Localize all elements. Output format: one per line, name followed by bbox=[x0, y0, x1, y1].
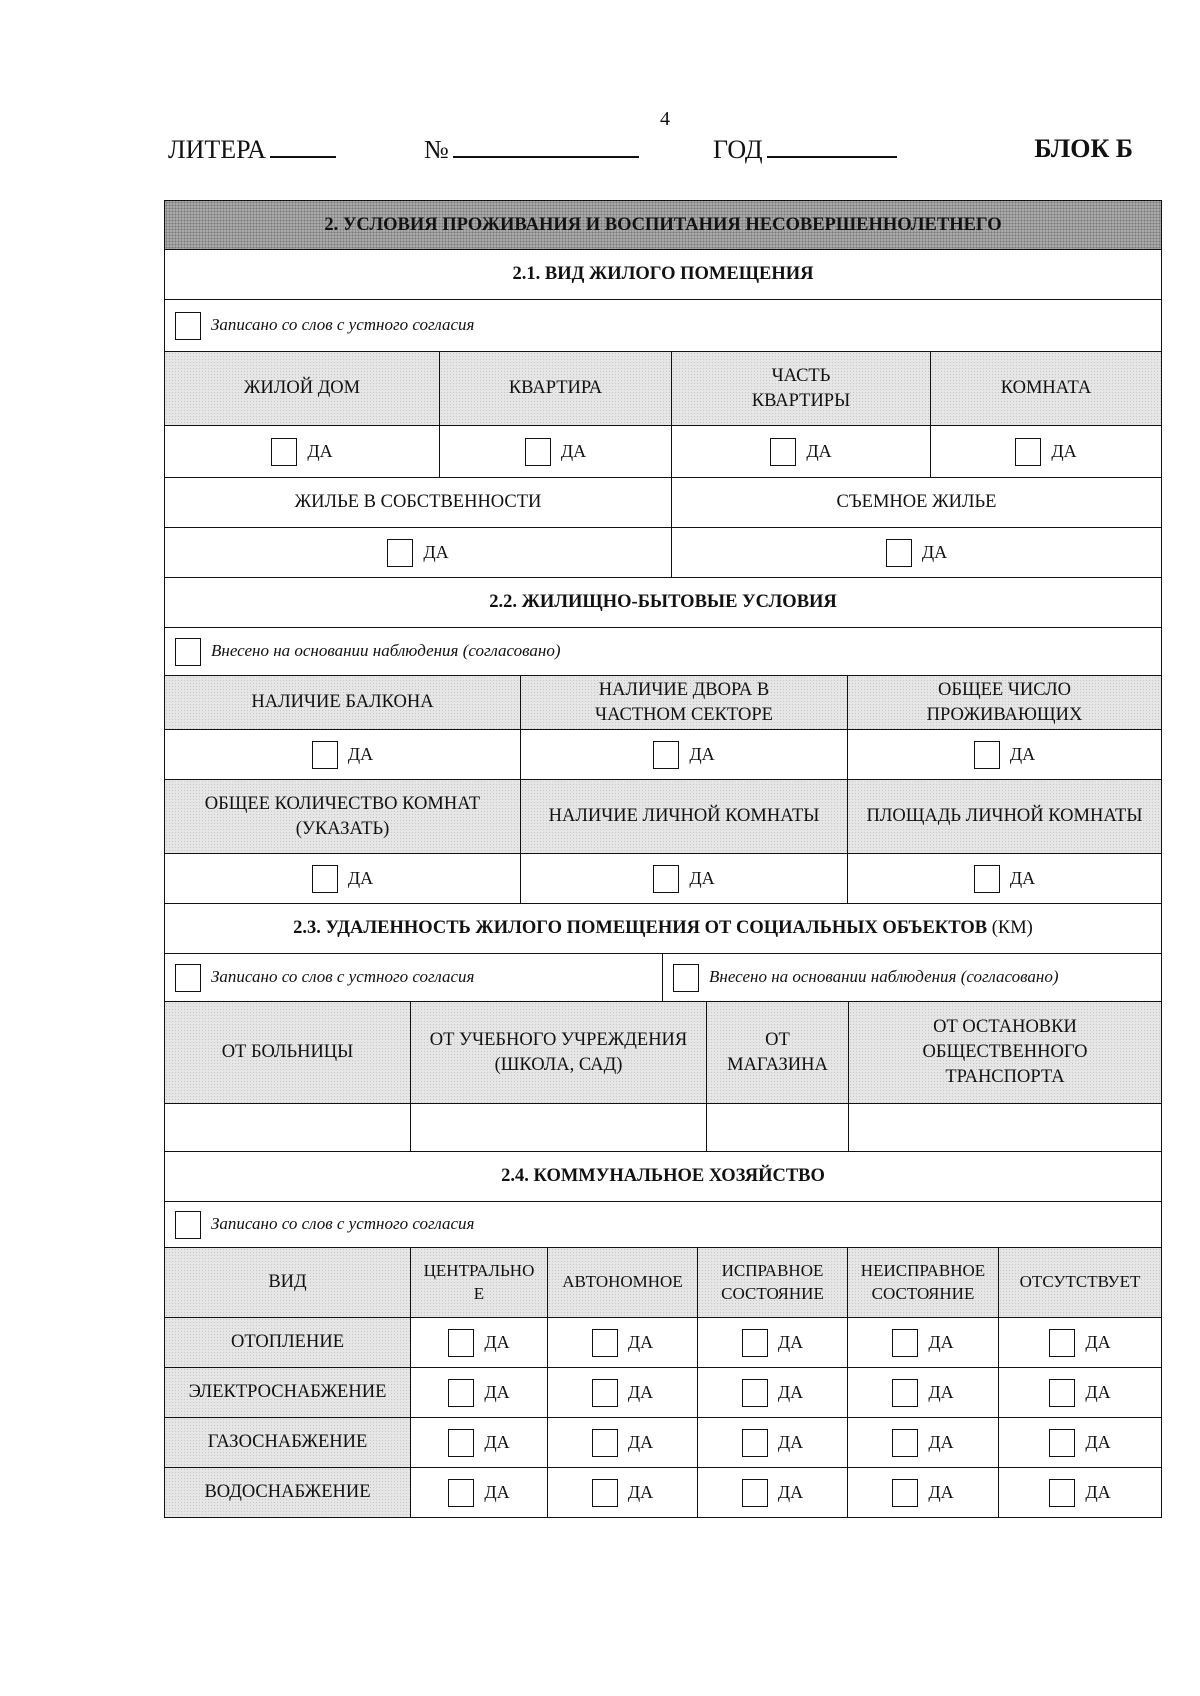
residents-count-checkbox[interactable] bbox=[974, 741, 1000, 769]
year-field[interactable] bbox=[713, 134, 897, 165]
water-central-checkbox[interactable] bbox=[448, 1479, 474, 1507]
s22-row1-answers bbox=[164, 730, 1162, 780]
water-autonomous-checkbox[interactable] bbox=[592, 1479, 618, 1507]
ownership-rent-checkbox[interactable] bbox=[886, 539, 912, 567]
type-room-checkbox[interactable] bbox=[1015, 438, 1041, 466]
electricity-broken-checkbox[interactable] bbox=[892, 1379, 918, 1407]
yes-label: ДА bbox=[484, 1432, 510, 1453]
electricity-central-checkbox[interactable] bbox=[448, 1379, 474, 1407]
distance-school-input[interactable] bbox=[411, 1104, 707, 1151]
ownership-rent-label: СЪЕМНОЕ ЖИЛЬЕ bbox=[836, 492, 997, 513]
distance-shop-input[interactable] bbox=[707, 1104, 849, 1151]
rooms-count-label: ОБЩЕЕ КОЛИЧЕСТВО КОМНАТ (УКАЗАТЬ) bbox=[204, 793, 481, 839]
s21-title: 2.1. ВИД ЖИЛОГО ПОМЕЩЕНИЯ bbox=[512, 264, 814, 285]
s21-note-checkbox[interactable] bbox=[175, 312, 201, 340]
rooms-count-checkbox[interactable] bbox=[312, 865, 338, 893]
water-broken-checkbox[interactable] bbox=[892, 1479, 918, 1507]
yes-label: ДА bbox=[777, 1332, 804, 1353]
type-apartment-part-checkbox[interactable] bbox=[770, 438, 796, 466]
block-label: БЛОК Б bbox=[1034, 134, 1133, 163]
litera-field[interactable] bbox=[168, 134, 336, 165]
yes-label: ДА bbox=[1009, 868, 1036, 889]
yes-label: ДА bbox=[307, 441, 333, 462]
s24-note-row bbox=[164, 1202, 1162, 1248]
s21-types-header bbox=[164, 352, 1162, 426]
yes-label: ДА bbox=[347, 868, 374, 889]
s21-ownership-answers bbox=[164, 528, 1162, 578]
utility-type-header: ВИД bbox=[165, 1248, 411, 1317]
personal-room-area-checkbox[interactable] bbox=[974, 865, 1000, 893]
gas-central-checkbox[interactable] bbox=[448, 1429, 474, 1457]
heating-working-checkbox[interactable] bbox=[742, 1329, 768, 1357]
electricity-working-checkbox[interactable] bbox=[742, 1379, 768, 1407]
yes-label: ДА bbox=[1085, 1382, 1111, 1403]
s24-title-row bbox=[164, 1152, 1162, 1202]
yes-label: ДА bbox=[928, 1482, 954, 1503]
yes-label: ДА bbox=[806, 441, 832, 462]
year-blank[interactable] bbox=[767, 134, 897, 158]
yes-label: ДА bbox=[627, 1482, 654, 1503]
gas-working-checkbox[interactable] bbox=[742, 1429, 768, 1457]
type-house-label: ЖИЛОЙ ДОМ bbox=[165, 352, 440, 425]
s22-note-text: Внесено на основании наблюдения (согласовано) bbox=[211, 641, 561, 661]
electricity-absent-checkbox[interactable] bbox=[1049, 1379, 1075, 1407]
s23-note-row bbox=[164, 954, 1162, 1002]
s24-note-checkbox[interactable] bbox=[175, 1211, 201, 1239]
type-house-checkbox[interactable] bbox=[271, 438, 297, 466]
s23-note-right-text: Внесено на основании наблюдения (согласовано) bbox=[709, 967, 1059, 987]
yes-label: ДА bbox=[627, 1332, 654, 1353]
yes-label: ДА bbox=[484, 1332, 510, 1353]
distance-school-label: ОТ УЧЕБНОГО УЧРЕЖДЕНИЯ (ШКОЛА, САД) bbox=[429, 1029, 688, 1075]
water-absent-checkbox[interactable] bbox=[1049, 1479, 1075, 1507]
s22-note-checkbox[interactable] bbox=[175, 638, 201, 666]
s22-title: 2.2. ЖИЛИЩНО-БЫТОВЫЕ УСЛОВИЯ bbox=[489, 592, 837, 613]
yes-label: ДА bbox=[627, 1432, 654, 1453]
gas-broken-checkbox[interactable] bbox=[892, 1429, 918, 1457]
number-field[interactable] bbox=[424, 134, 639, 165]
private-yard-checkbox[interactable] bbox=[653, 741, 679, 769]
s21-title-row bbox=[164, 250, 1162, 300]
heating-autonomous-checkbox[interactable] bbox=[592, 1329, 618, 1357]
s21-types-answers bbox=[164, 426, 1162, 478]
s23-values-row bbox=[164, 1104, 1162, 1152]
s22-title-row bbox=[164, 578, 1162, 628]
number-blank[interactable] bbox=[453, 134, 639, 158]
s24-title: 2.4. КОММУНАЛЬНОЕ ХОЗЯЙСТВО bbox=[501, 1166, 825, 1187]
yes-label: ДА bbox=[1085, 1432, 1111, 1453]
section-title-row bbox=[164, 200, 1162, 250]
yes-label: ДА bbox=[484, 1382, 510, 1403]
ownership-own-checkbox[interactable] bbox=[387, 539, 413, 567]
yes-label: ДА bbox=[928, 1332, 954, 1353]
litera-label: ЛИТЕРА bbox=[168, 135, 267, 164]
balcony-label: НАЛИЧИЕ БАЛКОНА bbox=[165, 676, 521, 729]
form-header bbox=[168, 134, 1133, 170]
utility-row-label: ВОДОСНАБЖЕНИЕ bbox=[165, 1468, 411, 1517]
yes-label: ДА bbox=[347, 744, 374, 765]
page-number: 4 bbox=[660, 108, 670, 130]
yes-label: ДА bbox=[1085, 1332, 1111, 1353]
distance-hospital-label: ОТ БОЛЬНИЦЫ bbox=[165, 1002, 411, 1103]
yes-label: ДА bbox=[928, 1382, 954, 1403]
heating-absent-checkbox[interactable] bbox=[1049, 1329, 1075, 1357]
s23-note-right-checkbox[interactable] bbox=[673, 964, 699, 992]
year-label: ГОД bbox=[713, 135, 763, 164]
working-header: ИСПРАВНОЕ СОСТОЯНИЕ bbox=[721, 1260, 824, 1303]
s23-note-left-checkbox[interactable] bbox=[175, 964, 201, 992]
type-room-label: КОМНАТА bbox=[931, 352, 1161, 425]
yes-label: ДА bbox=[777, 1482, 804, 1503]
s24-columns-header bbox=[164, 1248, 1162, 1318]
balcony-checkbox[interactable] bbox=[312, 741, 338, 769]
distance-transport-label: ОТ ОСТАНОВКИ ОБЩЕСТВЕННОГО ТРАНСПОРТА bbox=[922, 1017, 1088, 1087]
water-working-checkbox[interactable] bbox=[742, 1479, 768, 1507]
broken-header: НЕИСПРАВНОЕ СОСТОЯНИЕ bbox=[860, 1260, 986, 1303]
yes-label: ДА bbox=[777, 1382, 804, 1403]
yes-label: ДА bbox=[1009, 744, 1036, 765]
yes-label: ДА bbox=[1085, 1482, 1111, 1503]
yes-label: ДА bbox=[560, 441, 587, 462]
type-apartment-part-label: ЧАСТЬ КВАРТИРЫ bbox=[751, 365, 851, 411]
s23-columns-header bbox=[164, 1002, 1162, 1104]
s23-title-row bbox=[164, 904, 1162, 954]
utility-row-heating bbox=[164, 1318, 1162, 1368]
heating-central-checkbox[interactable] bbox=[448, 1329, 474, 1357]
personal-room-label: НАЛИЧИЕ ЛИЧНОЙ КОМНАТЫ bbox=[521, 780, 848, 853]
s22-row2-answers bbox=[164, 854, 1162, 904]
utility-row-label: ЭЛЕКТРОСНАБЖЕНИЕ bbox=[165, 1368, 411, 1417]
s21-ownership-header bbox=[164, 478, 1162, 528]
distance-hospital-input[interactable] bbox=[165, 1104, 411, 1151]
absent-header: ОТСУТСТВУЕТ bbox=[999, 1248, 1161, 1317]
number-label: № bbox=[424, 135, 449, 164]
utility-row-electricity bbox=[164, 1368, 1162, 1418]
distance-shop-label: ОТ МАГАЗИНА bbox=[727, 1029, 828, 1075]
residents-count-label: ОБЩЕЕ ЧИСЛО ПРОЖИВАЮЩИХ bbox=[926, 679, 1083, 725]
living-conditions-form bbox=[164, 200, 1162, 1518]
yes-label: ДА bbox=[928, 1432, 954, 1453]
personal-room-area-label: ПЛОЩАДЬ ЛИЧНОЙ КОМНАТЫ bbox=[848, 780, 1161, 853]
s22-row1-header bbox=[164, 676, 1162, 730]
gas-autonomous-checkbox[interactable] bbox=[592, 1429, 618, 1457]
utility-row-label: ОТОПЛЕНИЕ bbox=[165, 1318, 411, 1367]
s23-note-left-text: Записано со слов с устного согласия bbox=[211, 967, 475, 987]
ownership-own-label: ЖИЛЬЕ В СОБСТВЕННОСТИ bbox=[165, 478, 672, 527]
section-title: 2. УСЛОВИЯ ПРОЖИВАНИЯ И ВОСПИТАНИЯ НЕСОВЕРШЕННОЛЕТНЕГО bbox=[165, 201, 1161, 249]
autonomous-header: АВТОНОМНОЕ bbox=[548, 1248, 698, 1317]
heating-broken-checkbox[interactable] bbox=[892, 1329, 918, 1357]
yes-label: ДА bbox=[689, 868, 715, 889]
s21-note-row bbox=[164, 300, 1162, 352]
s22-row2-header bbox=[164, 780, 1162, 854]
yes-label: ДА bbox=[627, 1382, 654, 1403]
electricity-autonomous-checkbox[interactable] bbox=[592, 1379, 618, 1407]
personal-room-checkbox[interactable] bbox=[653, 865, 679, 893]
s24-note-text: Записано со слов с устного согласия bbox=[211, 1214, 475, 1234]
utility-row-gas bbox=[164, 1418, 1162, 1468]
yes-label: ДА bbox=[921, 542, 948, 563]
central-header: ЦЕНТРАЛЬНО Е bbox=[423, 1260, 535, 1303]
yes-label: ДА bbox=[1051, 441, 1077, 462]
utility-row-label: ГАЗОСНАБЖЕНИЕ bbox=[165, 1418, 411, 1467]
yes-label: ДА bbox=[777, 1432, 804, 1453]
type-apartment-checkbox[interactable] bbox=[525, 438, 551, 466]
distance-transport-input[interactable] bbox=[849, 1104, 1161, 1151]
yes-label: ДА bbox=[484, 1482, 510, 1503]
s21-note-text: Записано со слов с устного согласия bbox=[211, 315, 475, 335]
s23-title: 2.3. УДАЛЕННОСТЬ ЖИЛОГО ПОМЕЩЕНИЯ ОТ СОЦИАЛЬНЫХ ОБЪЕКТОВ bbox=[293, 918, 988, 939]
yes-label: ДА bbox=[689, 744, 715, 765]
utility-row-water bbox=[164, 1468, 1162, 1518]
type-apartment-label: КВАРТИРА bbox=[440, 352, 672, 425]
litera-blank[interactable] bbox=[270, 134, 336, 158]
yes-label: ДА bbox=[423, 542, 449, 563]
gas-absent-checkbox[interactable] bbox=[1049, 1429, 1075, 1457]
s22-note-row bbox=[164, 628, 1162, 676]
private-yard-label: НАЛИЧИЕ ДВОРА В ЧАСТНОМ СЕКТОРЕ bbox=[595, 679, 773, 725]
s23-title-unit: (КМ) bbox=[991, 918, 1033, 939]
